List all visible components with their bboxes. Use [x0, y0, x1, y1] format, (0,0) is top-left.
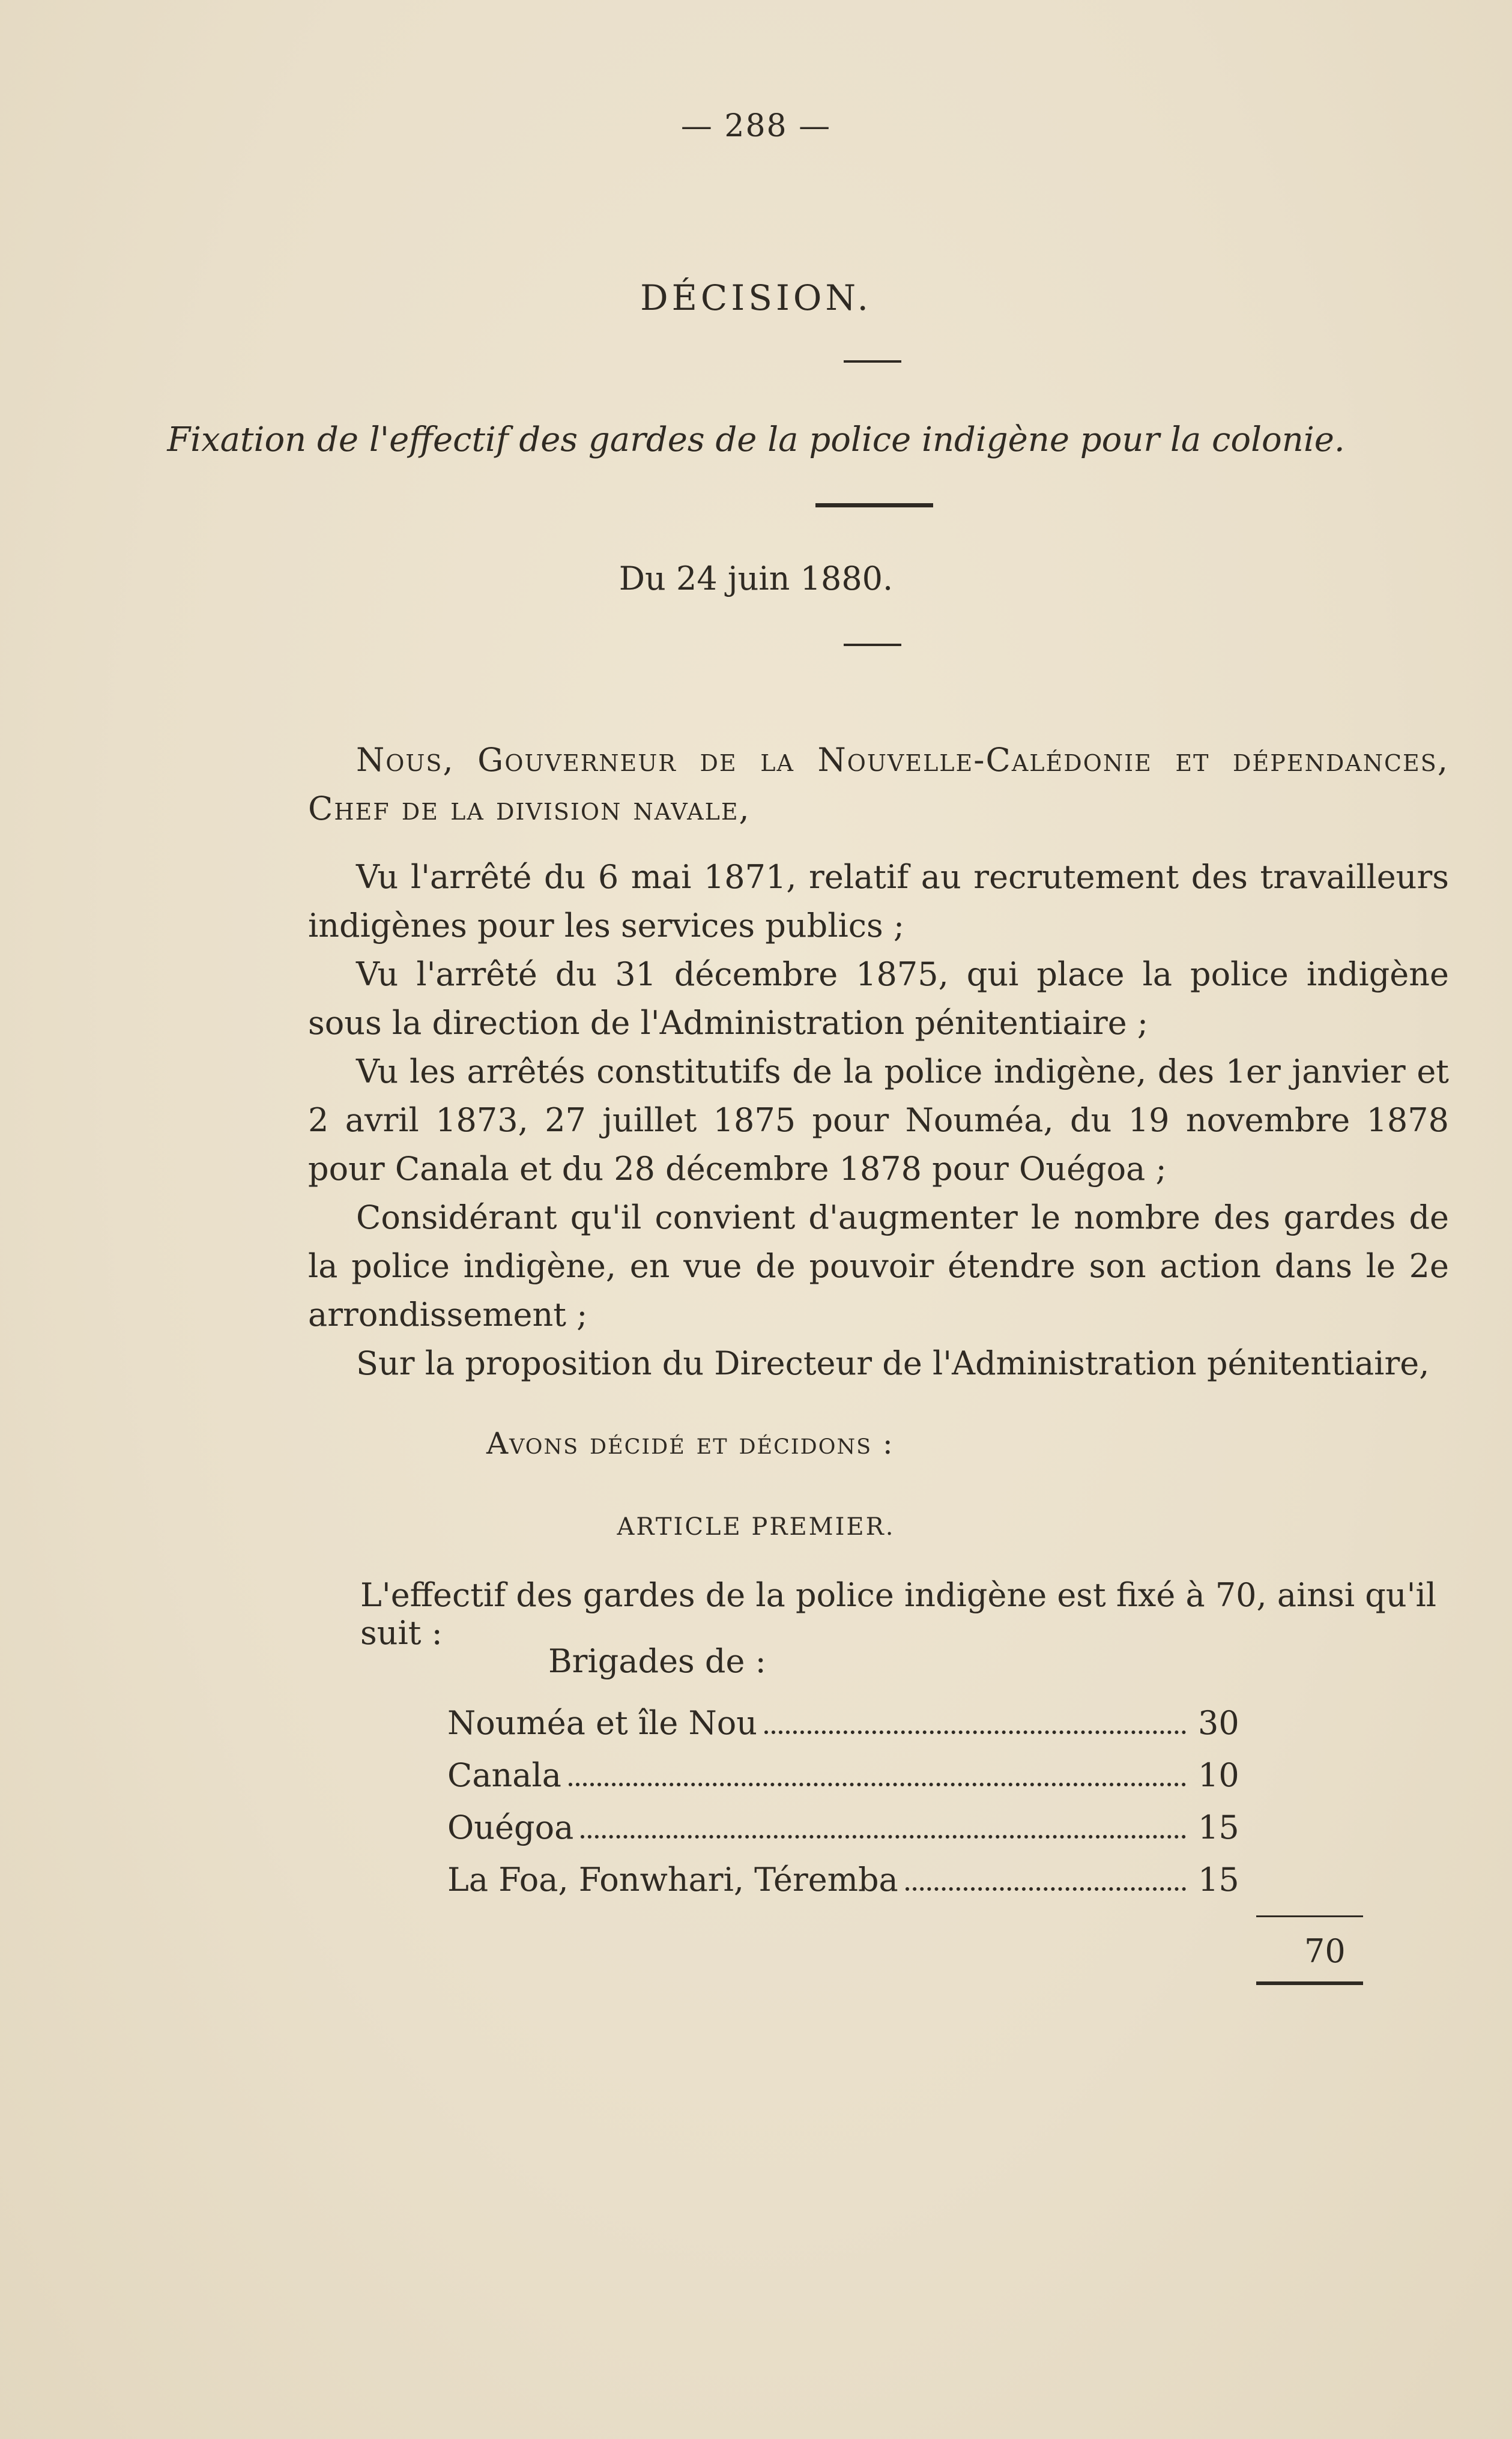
brigade-value: 10 [1198, 1756, 1239, 1794]
preamble-nous: Nous [356, 741, 443, 779]
sum-rule [1256, 1915, 1363, 1917]
brigade-row [447, 1756, 1252, 1805]
brigade-row [447, 1809, 1252, 1857]
article-heading: ARTICLE PREMIER. [617, 1513, 895, 1541]
dot-leader [906, 1887, 1186, 1891]
article-text: L'effectif des gardes de la police indigène est fixé à 70, ainsi qu'il suit : [360, 1576, 1436, 1652]
preamble [308, 736, 1449, 833]
brigade-name: La Foa, Fonwhari, Téremba [447, 1861, 898, 1899]
decision-title: DÉCISION. [640, 277, 872, 318]
considerant-1: Vu l'arrêté du 6 mai 1871, relatif au recrutement des travailleurs indigènes pour les services publics ; [308, 858, 1449, 944]
brigade-name: Canala [447, 1756, 561, 1794]
considerant-5: Sur la proposition du Directeur de l'Administration pénitentiaire, [356, 1344, 1430, 1382]
avons-decide: Avons décidé et décidons : [486, 1426, 894, 1461]
dot-leader [764, 1730, 1186, 1734]
total-rule [1256, 1981, 1363, 1985]
total-value: 70 [1304, 1932, 1346, 1970]
brigade-value: 15 [1198, 1861, 1239, 1899]
decision-date: Du 24 juin 1880. [618, 560, 894, 597]
date-rule [844, 644, 901, 646]
decision-subtitle: Fixation de l'effectif des gardes de la police indigène pour la colonie. [167, 420, 1345, 459]
considerant-3: Vu les arrêtés constitutifs de la police indigène, des 1er janvier et 2 avril 1873, 27 juillet 1875 pour Nouméa, du 19 novembre 1878 pour Canala et du 28 décembre 1878 pour Ouégoa ; [308, 1053, 1449, 1188]
brigade-value: 30 [1198, 1704, 1239, 1742]
considerant-4: Considérant qu'il convient d'augmenter le nombre des gardes de la police indigène, en vue de pouvoir étendre son action dans le 2e arrondissement ; [308, 1198, 1449, 1334]
preamble-rest: , Gouverneur de la Nouvelle-Calédonie et dépendances, Chef de la division navale, [308, 741, 1449, 827]
brigade-name: Ouégoa [447, 1809, 574, 1846]
title-rule [844, 360, 901, 363]
considerant-2: Vu l'arrêté du 31 décembre 1875, qui place la police indigène sous la direction de l'Administration pénitentiaire ; [308, 955, 1449, 1042]
brigades-label: Brigades de : [548, 1642, 766, 1680]
brigade-name: Nouméa et île Nou [447, 1704, 758, 1742]
brigade-row [447, 1704, 1252, 1753]
subtitle-rule [815, 503, 933, 507]
dot-leader [569, 1783, 1186, 1786]
dot-leader [581, 1835, 1186, 1839]
page-number: — 288 — [680, 108, 832, 144]
brigade-value: 15 [1198, 1809, 1239, 1846]
brigade-row [447, 1861, 1252, 1909]
